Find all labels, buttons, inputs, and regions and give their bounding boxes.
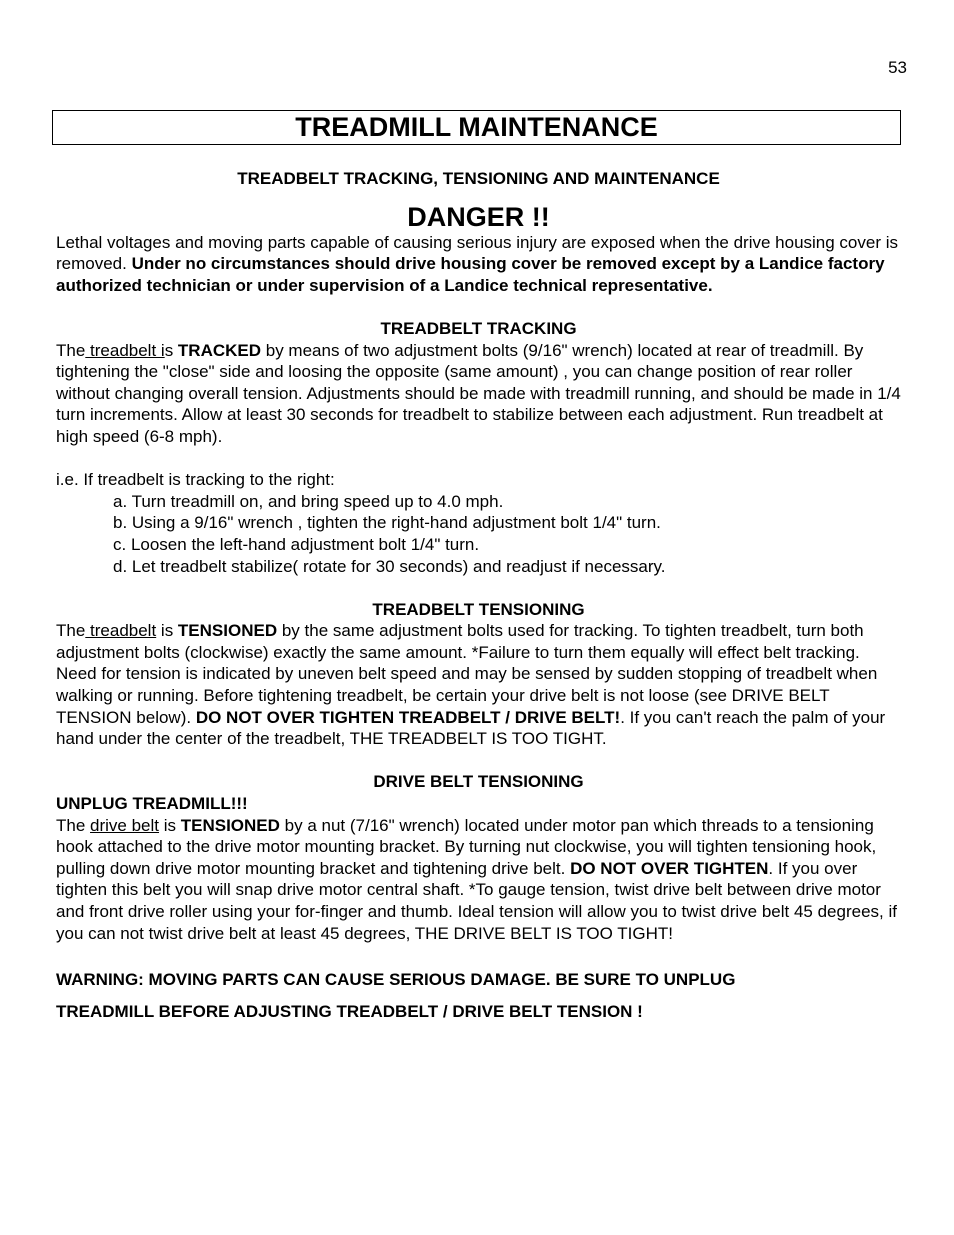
list-item: c. Loosen the left-hand adjustment bolt 1/4" turn. (113, 534, 480, 554)
tracking-paragraph (56, 340, 901, 448)
tensioning-text-c: by the same adjustment bolts used for tracking. To tighten treadbelt, turn both adjustment bolts (clockwise) exactly the same amount. *Failure to turn them equally will effect belt tracking. (56, 621, 864, 662)
section-subtitle: TREADBELT TRACKING, TENSIONING AND MAINTENANCE (237, 169, 720, 188)
page-number: 53 (888, 58, 907, 77)
tracking-text-a: The (56, 340, 86, 360)
drive-belt-paragraph (56, 815, 901, 945)
tracking-text-c: by means of two adjustment bolts (9/16" wrench) located at rear of treadmill. By tightening the "close" side and loosing the opposite (same amount) , you can change position of rear roller without changing overall tension. Adjustments should be made with treadmill running, and should be made in 1/4 turn increments. Allow at least 30 seconds for treadbelt to stabilize between each adjustment. Run treadbelt at high speed (6-8 mph). (56, 340, 901, 446)
tensioning-heading: TREADBELT TENSIONING (372, 599, 585, 619)
danger-text: Lethal voltages and moving parts capable of causing serious injury are exposed when the drive housing cover is removed. (56, 232, 898, 274)
tracking-heading: TREADBELT TRACKING (380, 318, 577, 338)
tensioning-p2-bold: DO NOT OVER TIGHTEN TREADBELT / DRIVE BELT! (195, 707, 621, 727)
tensioning-text-b: is (156, 621, 178, 641)
warning-line-2: TREADMILL BEFORE ADJUSTING TREADBELT / DRIVE BELT TENSION ! (56, 1002, 643, 1022)
danger-bold-text: Under no circumstances should drive housing cover be removed except by a Landice factory authorized technician or under supervision of a Landice technical representative. (56, 254, 885, 295)
tensioning-p2-text-a: Need for tension is indicated by uneven belt speed and may be sensed by sudden stopping of treadbelt when walking or running. Before tightening treadbelt, be certain your drive belt is not loose (see DRIVE BELT TENSION below). (56, 664, 878, 727)
drive-belt-underlined: drive belt (90, 815, 160, 835)
document-body (56, 168, 901, 1028)
tensioning-bold: TENSIONED (177, 621, 278, 641)
tracking-steps-list (113, 491, 901, 577)
drive-belt-heading: DRIVE BELT TENSIONING (373, 772, 584, 792)
tracking-example-intro: i.e. If treadbelt is tracking to the right: (56, 470, 335, 490)
list-item: d. Let treadbelt stabilize( rotate for 30 seconds) and readjust if necessary. (113, 556, 666, 576)
tensioning-paragraph-2 (56, 663, 901, 749)
danger-paragraph (56, 232, 901, 297)
list-item: b. Using a 9/16" wrench , tighten the right-hand adjustment bolt 1/4" turn. (113, 513, 661, 533)
list-item: a. Turn treadmill on, and bring speed up to 4.0 mph. (113, 491, 504, 511)
tensioning-text-a: The (56, 621, 86, 641)
drive-belt-bold-2: DO NOT OVER TIGHTEN (570, 858, 769, 878)
warning-line-1: WARNING: MOVING PARTS CAN CAUSE SERIOUS DAMAGE. BE SURE TO UNPLUG (56, 970, 736, 990)
danger-heading: DANGER !! (407, 201, 550, 232)
tracking-bold: TRACKED (177, 340, 262, 360)
unplug-text: UNPLUG TREADMILL!!! (56, 794, 248, 814)
drive-belt-text-a: The (56, 815, 91, 835)
drive-belt-text-b: is (159, 815, 181, 835)
tensioning-underlined: treadbelt (85, 621, 157, 641)
page-title: TREADMILL MAINTENANCE (52, 110, 901, 145)
unplug-notice (56, 793, 901, 815)
tensioning-paragraph-1 (56, 620, 901, 663)
tracking-text-b: s (164, 340, 178, 360)
drive-belt-bold: TENSIONED (180, 815, 280, 835)
tensioning-p2-text-b: . If you can't reach the palm of your hand under the center of the treadbelt, THE TREADBELT IS TOO TIGHT. (56, 707, 886, 749)
drive-belt-text-c: by a nut (7/16" wrench) located under motor pan which threads to a tensioning hook attached to the drive motor mounting bracket. By turning nut clockwise, you will tighten tensioning hook, pulling down drive motor mounting bracket and tightening drive belt. (56, 815, 877, 878)
tracking-underlined: treadbelt i (85, 340, 165, 360)
drive-belt-text-d: . If you over tighten this belt you will snap drive motor central shaft. *To gauge tension, twist drive belt between drive motor and front drive roller using your for-finger and thumb. Ideal tension will allow you to twist drive belt 45 degrees, if you can not twist drive belt at least 45 degrees, THE DRIVE BELT IS TOO TIGHT! (56, 858, 897, 943)
